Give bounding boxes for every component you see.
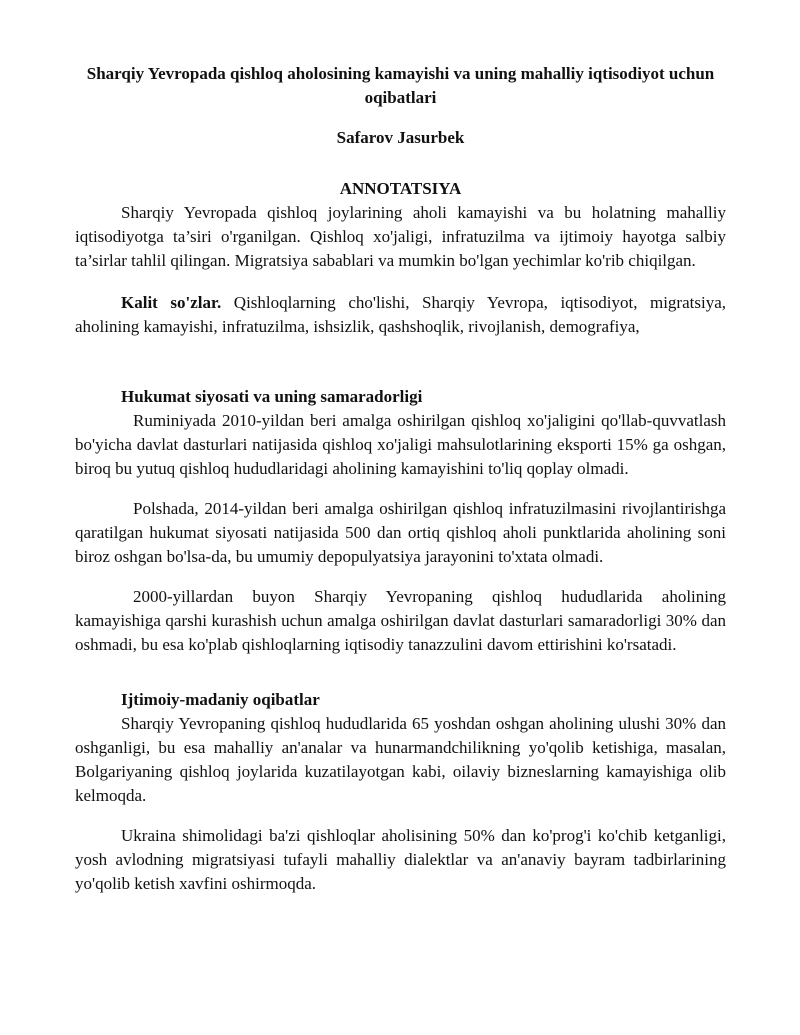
section-1-paragraph-1: Ruminiyada 2010-yildan beri amalga oshirilgan qishloq xo'jaligini qo'llab-quvvatlash bo'yicha davlat dasturlari natijasida qishloq xo'jaligi mahsulotlarining eksporti 15% ga oshgan, biroq bu yutuq qishloq hududlaridagi aholining kamayishini to'liq qoplay olmadi.	[75, 411, 726, 478]
section-heading-sociocultural: Ijtimoiy-madaniy oqibatlar	[121, 690, 320, 709]
keywords-paragraph	[75, 291, 726, 339]
section-1-paragraph-2: Polshada, 2014-yildan beri amalga oshirilgan qishloq infratuzilmasini rivojlantirishga qaratilgan hukumat siyosati natijasida 500 dan ortiq qishloq aholi punktlarida aholining soni biroz oshgan bo'lsa-da, bu umumiy depopulyatsiya jarayonini to'xtata olmadi.	[75, 499, 726, 566]
section-heading-government-policy: Hukumat siyosati va uning samaradorligi	[121, 387, 423, 406]
document-author: Safarov Jasurbek	[336, 128, 465, 147]
section-2-paragraph-1: Sharqiy Yevropaning qishloq hududlarida 65 yoshdan oshgan aholining ulushi 30% dan oshganligi, bu esa mahalliy an'analar va hunarmandchilikning yo'qolib ketishiga, masalan, Bolgariyaning qishloq joylarida kuzatilayotgan kabi, oilaviy bizneslarning kamayishiga olib kelmoqda.	[75, 714, 726, 805]
section-2-paragraph-2: Ukraina shimolidagi ba'zi qishloqlar aholisining 50% dan ko'prog'i ko'chib ketganligi, yosh avlodning migratsiyasi tufayli mahalliy dialektlar va an'anaviy bayram tadbirlarining yo'qolib ketish xavfini oshirmoqda.	[75, 826, 726, 893]
abstract-heading: ANNOTATSIYA	[339, 179, 462, 198]
keywords-text: Qishloqlarning cho'lishi, Sharqiy Yevropa, iqtisodiyot, migratsiya, aholining kamayishi, infratuzilma, ishsizlik, qashshoqlik, rivojlanish, demografiya,	[75, 293, 726, 336]
abstract-paragraph: Sharqiy Yevropada qishloq joylarining aholi kamayishi va bu holatning mahalliy iqtisodiyotga ta’siri o'rganilgan. Qishloq xo'jaligi, infratuzilma va ijtimoiy hayotga salbiy ta’sirlar tahlil qilingan. Migratsiya sabablari va mumkin bo'lgan yechimlar ko'rib chiqilgan.	[75, 203, 726, 270]
document-title: Sharqiy Yevropada qishloq aholosining kamayishi va uning mahalliy iqtisodiyot uchun oqibatlari	[86, 64, 715, 107]
keywords-label: Kalit so'zlar.	[121, 293, 222, 312]
document-page	[75, 62, 726, 912]
section-1-paragraph-3: 2000-yillardan buyon Sharqiy Yevropaning qishloq hududlarida aholining kamayishiga qarshi kurashish uchun amalga oshirilgan davlat dasturlari samaradorligi 30% dan oshmadi, bu esa ko'plab qishloqlarning iqtisodiy tanazzulini davom ettirishini ko'rsatadi.	[75, 587, 726, 654]
